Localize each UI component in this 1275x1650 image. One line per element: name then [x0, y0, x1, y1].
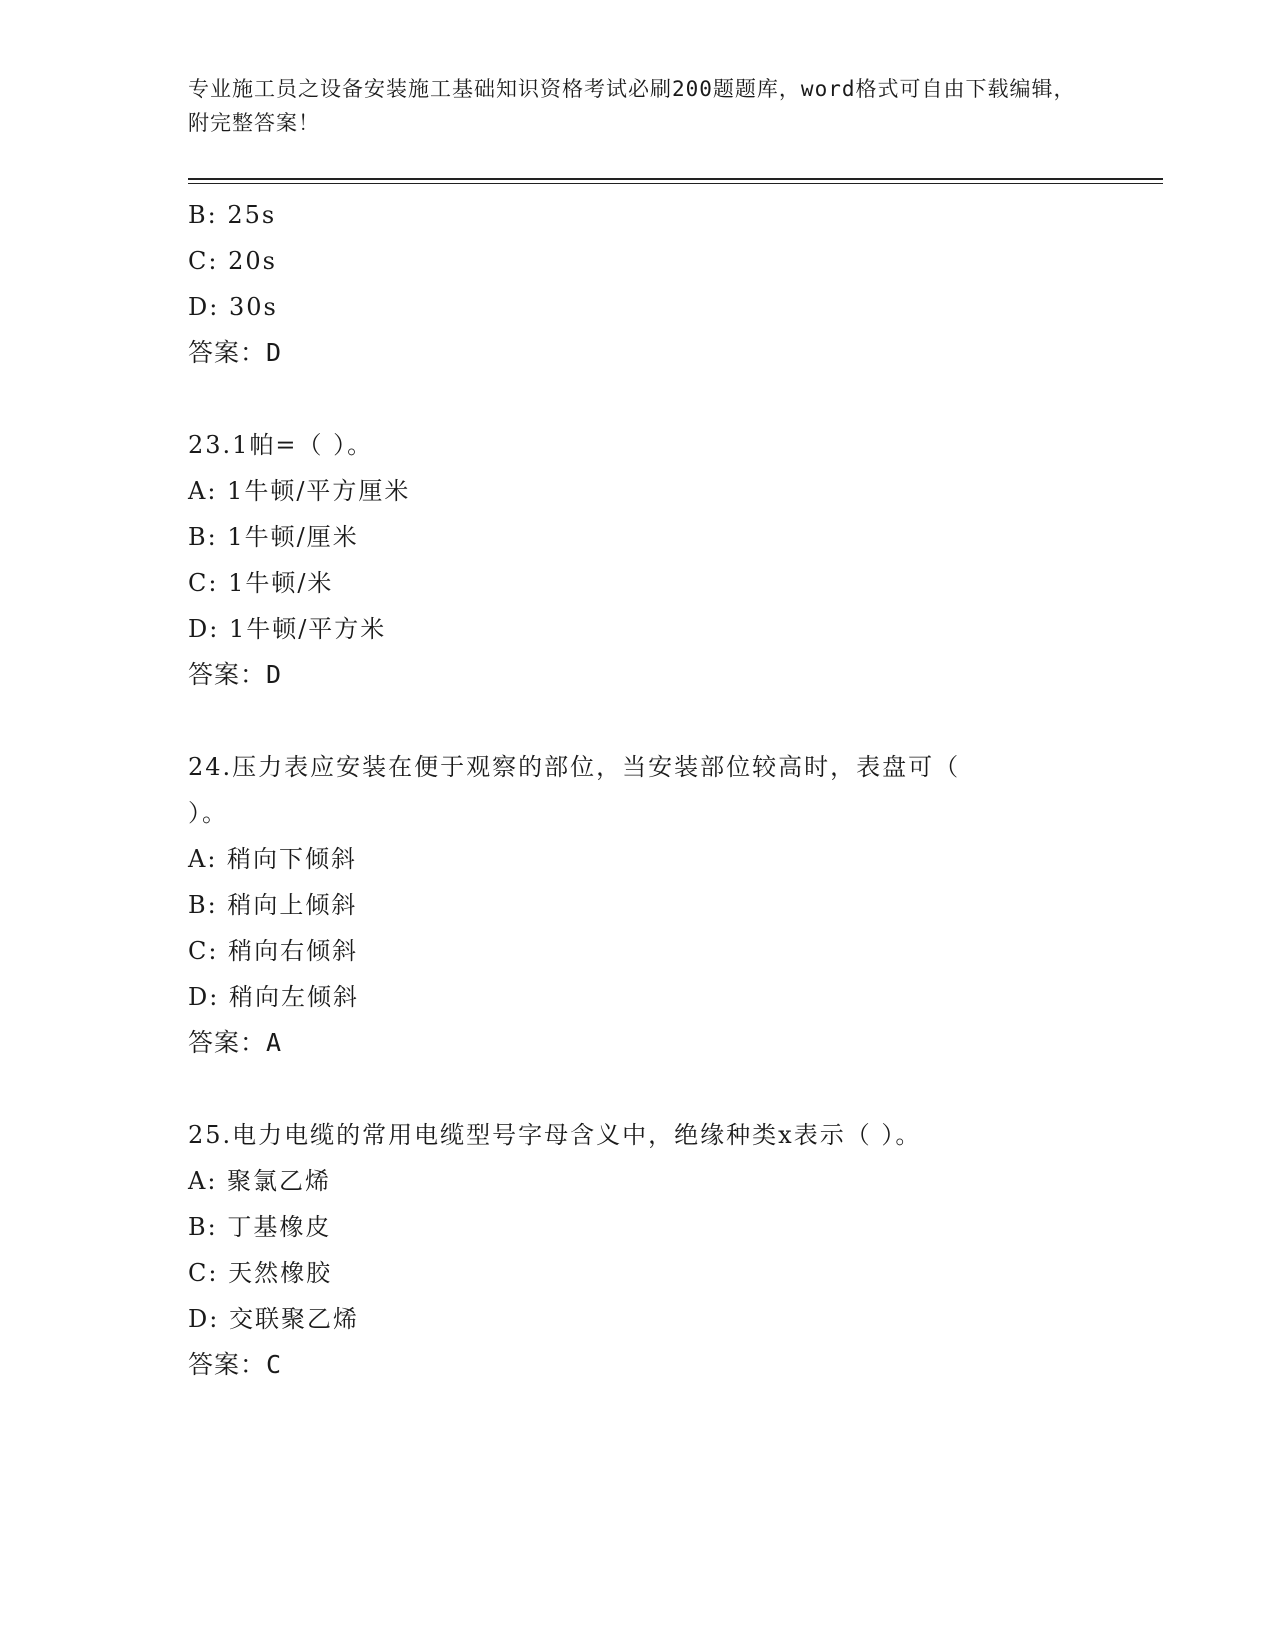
option-c: C: 天然橡胶: [188, 1259, 333, 1287]
question-stem: 24.压力表应安装在便于观察的部位，当安装部位较高时，表盘可（: [188, 753, 961, 781]
question-24: [188, 744, 1088, 1066]
question-25: [188, 1112, 1088, 1388]
option-d: D: 稍向左倾斜: [188, 983, 359, 1011]
option-d: D: 交联聚乙烯: [188, 1305, 359, 1333]
option-c: C: 20s: [188, 247, 277, 275]
answer-line: 答案：C: [188, 1350, 283, 1379]
option-a: A: 稍向下倾斜: [188, 845, 358, 873]
document-body: [188, 192, 1088, 1388]
answer-line: 答案：D: [188, 338, 283, 367]
option-d: D: 30s: [188, 293, 278, 321]
option-a: A: 1牛顿/平方厘米: [188, 477, 411, 505]
option-b: B: 丁基橡皮: [188, 1213, 332, 1241]
document-header: 专业施工员之设备安装施工基础知识资格考试必刷200题题库，word格式可自由下载编辑，附完整答案！: [188, 77, 1076, 135]
option-b: B: 1牛顿/厘米: [188, 523, 359, 551]
question-stem: 25.电力电缆的常用电缆型号字母含义中，绝缘种类x表示（ ）。: [188, 1121, 922, 1149]
option-c: C: 稍向右倾斜: [188, 937, 359, 965]
question-22-partial: [188, 192, 1088, 376]
question-stem-continued: ）。: [188, 799, 228, 827]
answer-line: 答案：A: [188, 1028, 283, 1057]
header-divider: [188, 178, 1163, 184]
question-stem: 23.1帕=（ ）。: [188, 431, 374, 459]
option-d: D: 1牛顿/平方米: [188, 615, 387, 643]
option-b: B: 25s: [188, 201, 277, 229]
question-23: [188, 422, 1088, 698]
answer-line: 答案：D: [188, 660, 283, 689]
option-c: C: 1牛顿/米: [188, 569, 334, 597]
option-a: A: 聚氯乙烯: [188, 1167, 332, 1195]
option-b: B: 稍向上倾斜: [188, 891, 358, 919]
